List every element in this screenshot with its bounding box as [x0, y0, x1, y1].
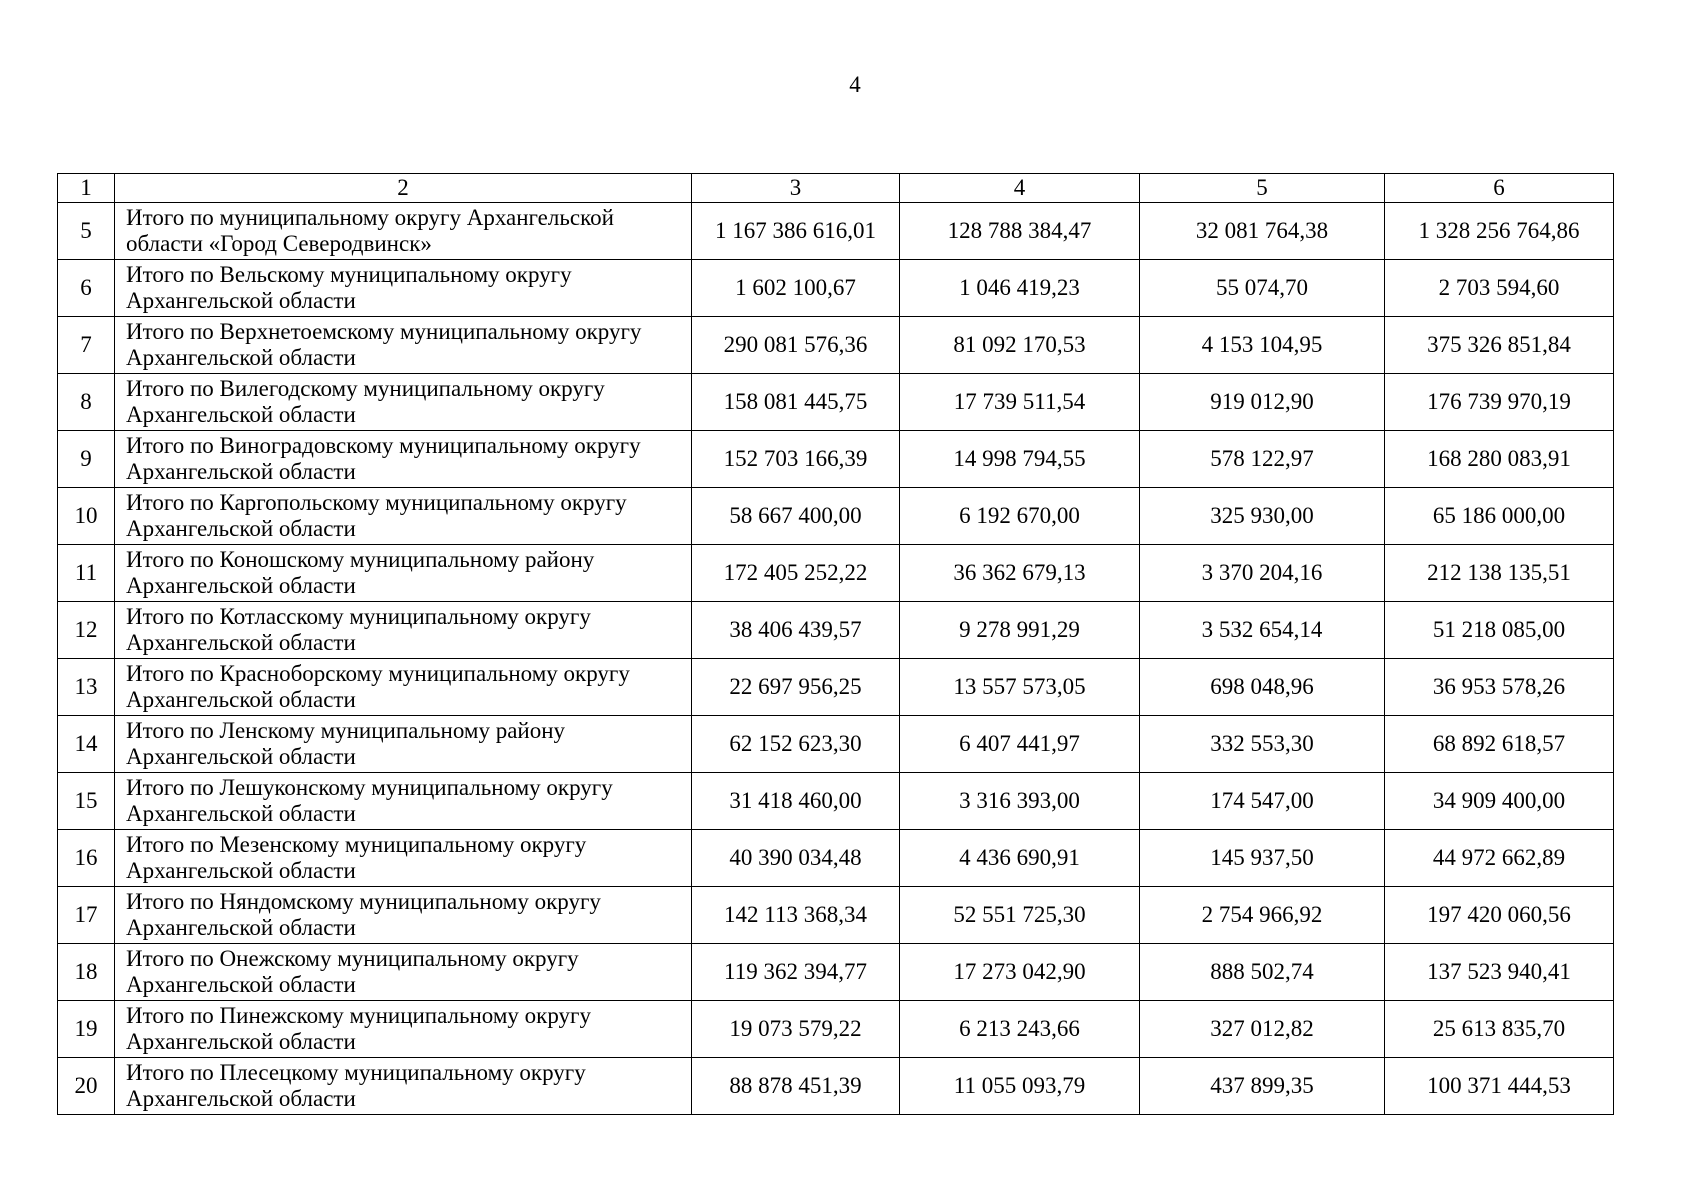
district-name: Итого по Няндомскому муниципальному округу Архангельской области [115, 887, 692, 944]
column-number: 1 [58, 174, 115, 203]
row-number: 17 [58, 887, 115, 944]
column-number-row [58, 174, 1614, 203]
value-col-6: 65 186 000,00 [1385, 488, 1614, 545]
district-name: Итого по Коношскому муниципальному району Архангельской области [115, 545, 692, 602]
value-col-4: 6 407 441,97 [900, 716, 1140, 773]
district-name: Итого по Лешуконскому муниципальному округу Архангельской области [115, 773, 692, 830]
value-col-3: 40 390 034,48 [692, 830, 900, 887]
district-name: Итого по Вельскому муниципальному округу Архангельской области [115, 260, 692, 317]
row-number: 9 [58, 431, 115, 488]
value-col-5: 578 122,97 [1140, 431, 1385, 488]
value-col-6: 34 909 400,00 [1385, 773, 1614, 830]
value-col-4: 1 046 419,23 [900, 260, 1140, 317]
district-name: Итого по Онежскому муниципальному округу Архангельской области [115, 944, 692, 1001]
value-col-6: 1 328 256 764,86 [1385, 203, 1614, 260]
value-col-4: 14 998 794,55 [900, 431, 1140, 488]
row-number: 16 [58, 830, 115, 887]
table-row [58, 374, 1614, 431]
table-row [58, 545, 1614, 602]
table-row [58, 659, 1614, 716]
value-col-5: 698 048,96 [1140, 659, 1385, 716]
value-col-4: 17 273 042,90 [900, 944, 1140, 1001]
value-col-4: 4 436 690,91 [900, 830, 1140, 887]
district-name: Итого по Верхнетоемскому муниципальному округу Архангельской области [115, 317, 692, 374]
table-row [58, 830, 1614, 887]
column-number: 3 [692, 174, 900, 203]
value-col-6: 137 523 940,41 [1385, 944, 1614, 1001]
value-col-3: 290 081 576,36 [692, 317, 900, 374]
value-col-6: 375 326 851,84 [1385, 317, 1614, 374]
value-col-6: 51 218 085,00 [1385, 602, 1614, 659]
value-col-3: 58 667 400,00 [692, 488, 900, 545]
row-number: 15 [58, 773, 115, 830]
page-number: 4 [849, 72, 861, 97]
value-col-5: 3 370 204,16 [1140, 545, 1385, 602]
table-row [58, 773, 1614, 830]
table-row [58, 602, 1614, 659]
row-number: 5 [58, 203, 115, 260]
table-row [58, 260, 1614, 317]
district-name: Итого по Плесецкому муниципальному округу Архангельской области [115, 1058, 692, 1115]
row-number: 14 [58, 716, 115, 773]
district-name: Итого по Вилегодскому муниципальному округу Архангельской области [115, 374, 692, 431]
value-col-5: 325 930,00 [1140, 488, 1385, 545]
value-col-6: 176 739 970,19 [1385, 374, 1614, 431]
table-row [58, 716, 1614, 773]
value-col-4: 9 278 991,29 [900, 602, 1140, 659]
value-col-5: 55 074,70 [1140, 260, 1385, 317]
value-col-3: 158 081 445,75 [692, 374, 900, 431]
value-col-3: 38 406 439,57 [692, 602, 900, 659]
value-col-4: 6 213 243,66 [900, 1001, 1140, 1058]
value-col-5: 332 553,30 [1140, 716, 1385, 773]
district-name: Итого по Ленскому муниципальному району Архангельской области [115, 716, 692, 773]
value-col-5: 919 012,90 [1140, 374, 1385, 431]
value-col-3: 152 703 166,39 [692, 431, 900, 488]
row-number: 10 [58, 488, 115, 545]
district-name: Итого по муниципальному округу Архангельской области «Город Северодвинск» [115, 203, 692, 260]
value-col-5: 4 153 104,95 [1140, 317, 1385, 374]
column-number: 5 [1140, 174, 1385, 203]
value-col-5: 327 012,82 [1140, 1001, 1385, 1058]
value-col-3: 1 602 100,67 [692, 260, 900, 317]
table-row [58, 887, 1614, 944]
row-number: 13 [58, 659, 115, 716]
column-number: 4 [900, 174, 1140, 203]
district-name: Итого по Виноградовскому муниципальному округу Архангельской области [115, 431, 692, 488]
value-col-4: 13 557 573,05 [900, 659, 1140, 716]
table-row [58, 203, 1614, 260]
table-row [58, 1001, 1614, 1058]
value-col-4: 11 055 093,79 [900, 1058, 1140, 1115]
value-col-6: 197 420 060,56 [1385, 887, 1614, 944]
value-col-3: 119 362 394,77 [692, 944, 900, 1001]
row-number: 19 [58, 1001, 115, 1058]
value-col-6: 68 892 618,57 [1385, 716, 1614, 773]
value-col-6: 25 613 835,70 [1385, 1001, 1614, 1058]
district-name: Итого по Пинежскому муниципальному округу Архангельской области [115, 1001, 692, 1058]
value-col-6: 44 972 662,89 [1385, 830, 1614, 887]
value-col-6: 168 280 083,91 [1385, 431, 1614, 488]
value-col-4: 52 551 725,30 [900, 887, 1140, 944]
district-name: Итого по Красноборскому муниципальному округу Архангельской области [115, 659, 692, 716]
value-col-3: 1 167 386 616,01 [692, 203, 900, 260]
row-number: 6 [58, 260, 115, 317]
data-table [57, 173, 1614, 1115]
value-col-4: 36 362 679,13 [900, 545, 1140, 602]
value-col-3: 88 878 451,39 [692, 1058, 900, 1115]
value-col-4: 6 192 670,00 [900, 488, 1140, 545]
value-col-6: 36 953 578,26 [1385, 659, 1614, 716]
row-number: 12 [58, 602, 115, 659]
value-col-6: 100 371 444,53 [1385, 1058, 1614, 1115]
table-body [58, 174, 1614, 1115]
value-col-5: 32 081 764,38 [1140, 203, 1385, 260]
value-col-3: 22 697 956,25 [692, 659, 900, 716]
value-col-5: 888 502,74 [1140, 944, 1385, 1001]
value-col-5: 3 532 654,14 [1140, 602, 1385, 659]
value-col-3: 142 113 368,34 [692, 887, 900, 944]
table-row [58, 488, 1614, 545]
district-name: Итого по Мезенскому муниципальному округу Архангельской области [115, 830, 692, 887]
value-col-4: 17 739 511,54 [900, 374, 1140, 431]
value-col-5: 174 547,00 [1140, 773, 1385, 830]
column-number: 2 [115, 174, 692, 203]
value-col-4: 3 316 393,00 [900, 773, 1140, 830]
column-number: 6 [1385, 174, 1614, 203]
value-col-6: 212 138 135,51 [1385, 545, 1614, 602]
value-col-4: 81 092 170,53 [900, 317, 1140, 374]
table-row [58, 944, 1614, 1001]
value-col-3: 31 418 460,00 [692, 773, 900, 830]
value-col-4: 128 788 384,47 [900, 203, 1140, 260]
value-col-3: 19 073 579,22 [692, 1001, 900, 1058]
value-col-5: 145 937,50 [1140, 830, 1385, 887]
value-col-5: 2 754 966,92 [1140, 887, 1385, 944]
value-col-6: 2 703 594,60 [1385, 260, 1614, 317]
district-name: Итого по Котласскому муниципальному округу Архангельской области [115, 602, 692, 659]
row-number: 7 [58, 317, 115, 374]
value-col-5: 437 899,35 [1140, 1058, 1385, 1115]
row-number: 20 [58, 1058, 115, 1115]
table-row [58, 1058, 1614, 1115]
row-number: 18 [58, 944, 115, 1001]
table-row [58, 317, 1614, 374]
row-number: 8 [58, 374, 115, 431]
value-col-3: 62 152 623,30 [692, 716, 900, 773]
value-col-3: 172 405 252,22 [692, 545, 900, 602]
district-name: Итого по Каргопольскому муниципальному округу Архангельской области [115, 488, 692, 545]
row-number: 11 [58, 545, 115, 602]
table-row [58, 431, 1614, 488]
